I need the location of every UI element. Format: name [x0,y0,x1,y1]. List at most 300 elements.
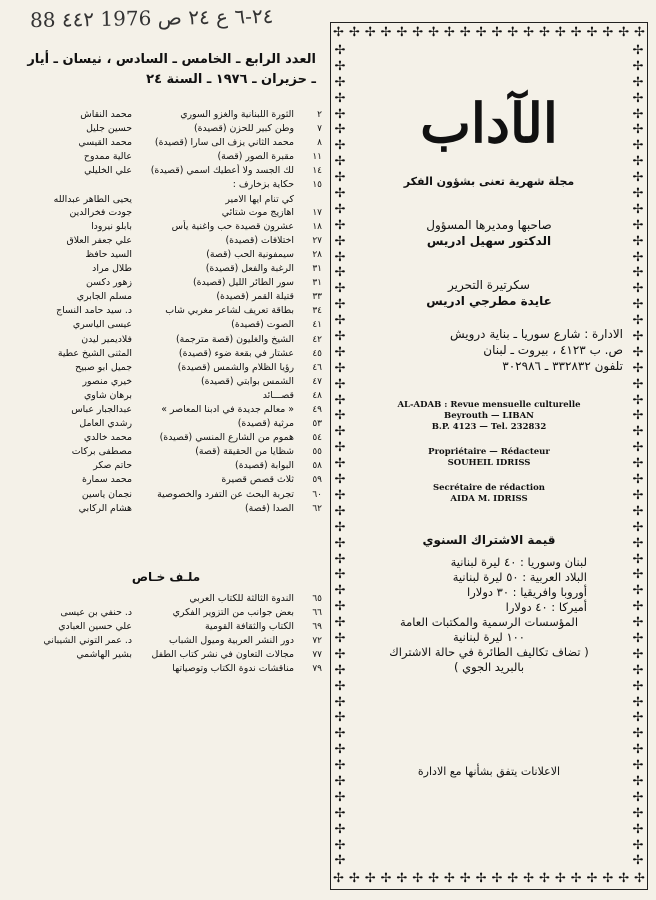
ornament-glyph: ✢ [602,871,614,886]
ads-note: الاعلانات يتفق بشأنها مع الادارة [417,765,561,778]
ornament-glyph: ✢ [475,25,487,40]
toc-author: هشام الركابي [78,502,132,514]
handwritten-note: 88 ٢٤-٦ ع ٢٤ ص 1976 ٤٤٢ [29,3,274,33]
ornament-glyph: ✢ [334,297,346,313]
ornament-glyph: ✢ [412,25,424,40]
ornament-glyph: ✢ [428,871,439,886]
ornament-glyph: ✢ [634,871,645,886]
ornament-glyph: ✢ [334,170,346,186]
ornament-glyph: ✢ [632,58,644,74]
price-line: أميركا : ٤٠ دولارا [505,600,587,614]
price-line: أوروبا وافريقيا : ٣٠ دولارا [467,585,587,599]
toc-title: حكاية بزخارف : [232,179,294,191]
ornament-glyph: ✢ [334,233,346,249]
toc-title: « معالم جديدة في ادبنا المعاصر » [161,403,294,415]
ornament-glyph: ✢ [632,615,644,631]
toc-page: ٥٣ [312,419,322,430]
ornament-glyph: ✢ [507,25,519,40]
ornament-glyph: ✢ [632,567,644,583]
toc-title: الصدا (قصة) [244,502,294,514]
ornament-glyph: ✢ [475,871,487,886]
table-of-contents [10,108,322,516]
toc-title: الشيخ والغليون (قصة مترجمة) [175,333,294,345]
ornament-glyph: ✢ [507,871,519,886]
ornament-glyph: ✢ [632,472,644,488]
address-line: تلفون ٣٣٢٨٣٢ ـ ٣٠٢٩٨٦ [502,359,623,373]
special-file-list [10,592,322,677]
toc-title: البوابة (قصيدة) [235,460,294,472]
toc-title: مرثية (قصيدة) [237,418,294,430]
ornament-glyph: ✢ [632,424,644,440]
special-row [10,662,322,676]
toc-page: ٧ [317,124,322,135]
toc-author: علي جعفر العلاق [66,234,132,246]
french-line: AL-ADAB : Revue mensuelle culturelle [397,400,581,410]
ornament-glyph: ✢ [632,217,644,233]
toc-page: ٣١ [312,278,322,289]
toc-row [10,473,322,487]
toc-row [10,347,322,361]
ornament-glyph: ✢ [334,344,346,360]
ornament-glyph: ✢ [570,25,582,40]
ornament-glyph: ✢ [632,313,644,329]
toc-page: ٥٥ [312,447,322,458]
toc-title: رؤيا الظلام والشمس (قصيدة) [177,361,294,373]
ornament-glyph: ✢ [632,154,644,170]
french-block-owner [351,447,627,469]
tagline: مجلة شهرية تعنى بشؤون الفكر [403,175,575,188]
ornament-glyph: ✢ [364,25,376,40]
ornament-glyph: ✢ [334,329,346,345]
ornament-glyph: ✢ [586,25,598,40]
ornament-glyph: ✢ [632,678,644,694]
ornament-glyph: ✢ [632,106,644,122]
ornament-glyph: ✢ [632,710,644,726]
ornament-glyph: ✢ [632,138,644,154]
toc-page: ١٤ [312,166,322,177]
ornament-glyph: ✢ [632,535,644,551]
toc-page: ٥٤ [312,433,322,444]
toc-title: الصوت (قصيدة) [231,319,294,331]
address-line: الادارة : شارع سوريا ـ بناية درويش [449,327,623,341]
toc-row [10,262,322,276]
ornament-glyph: ✢ [632,233,644,249]
ornament-glyph: ✢ [334,853,346,869]
french-line: Secrétaire de rédaction [433,483,545,493]
toc-page: ٣٣ [312,292,322,303]
toc-title: اختلافات (قصيدة) [225,234,294,246]
ornament-glyph: ✢ [334,217,346,233]
toc-title: بعض جوانب من التزوير الفكري [172,606,294,618]
ornament-glyph: ✢ [334,742,346,758]
ornament-glyph: ✢ [334,313,346,329]
ornament-glyph: ✢ [396,25,408,40]
airmail-note: بالبريد الجوي ) [453,660,525,674]
ornament-glyph: ✢ [334,567,346,583]
toc-title: الشمس بوابتي (قصيدة) [200,375,294,387]
toc-row [10,318,322,332]
ornament-glyph: ✢ [334,758,346,774]
ornament-glyph: ✢ [632,201,644,217]
ornament-glyph: ✢ [334,551,346,567]
toc-row [10,150,322,164]
toc-author: حاتم صكر [93,460,132,472]
ornament-glyph: ✢ [523,871,535,886]
toc-row [10,361,322,375]
toc-author: جودت فخرالدين [69,206,132,218]
special-row [10,606,322,620]
ornament-glyph: ✢ [632,726,644,742]
toc-row [10,333,322,347]
ornament-glyph: ✢ [632,551,644,567]
ornament-glyph: ✢ [632,519,644,535]
ornament-glyph: ✢ [348,871,360,886]
toc-title: مقبرة الصور (قصة) [217,151,294,163]
ornament-glyph: ✢ [396,871,408,886]
toc-author: زهور دكسن [86,277,132,289]
toc-row [10,459,322,473]
ornament-glyph: ✢ [632,821,644,837]
toc-author: عيسى الياسري [72,319,132,331]
special-row [10,592,322,606]
toc-page: ٧٧ [312,650,322,661]
toc-author: برهان شاوي [83,389,132,401]
toc-page: ٢٨ [312,249,322,260]
ornament-glyph: ✢ [632,329,644,345]
toc-row [10,389,322,403]
french-line: SOUHEIL IDRISS [447,458,531,468]
toc-author: بشير الهاشمي [76,649,132,661]
ornament-glyph: ✢ [334,615,346,631]
toc-author: محمد سمارة [82,474,132,486]
toc-author: المثنى الشيخ عطية [57,347,132,359]
toc-page: ١١ [312,152,322,163]
subscription-title: قيمة الاشتراك السنوي [422,533,556,547]
toc-row [10,375,322,389]
issue-header [10,50,322,90]
ornament-glyph: ✢ [632,90,644,106]
ornament-glyph: ✢ [334,630,346,646]
toc-row [10,290,322,304]
ornament-glyph: ✢ [364,871,376,886]
ornament-glyph: ✢ [586,871,598,886]
ornament-glyph: ✢ [554,871,566,886]
toc-title: ثلاث قصص قصيرة [221,474,294,486]
toc-page: ٢٧ [312,235,322,246]
ornament-glyph: ✢ [334,58,346,74]
ornament-glyph: ✢ [632,646,644,662]
ornament-glyph: ✢ [632,662,644,678]
ornament-glyph: ✢ [334,726,346,742]
ornament-glyph: ✢ [334,821,346,837]
ornament-glyph: ✢ [538,25,550,40]
ornament-glyph: ✢ [632,583,644,599]
french-line: Propriétaire — Rédacteur [428,447,550,457]
toc-page: ٦٥ [312,593,322,604]
toc-row [10,220,322,234]
ornament-glyph: ✢ [443,871,455,886]
toc-title: قتيلة القمر (قصيدة) [216,291,294,303]
issue-header-line1: العدد الرابع ـ الخامس ـ السادس ، نيسان ـ أيار [27,52,316,67]
ornament-glyph: ✢ [334,360,346,376]
ornament-glyph: ✢ [334,376,346,392]
toc-title: اهازيج موت شتائي [221,206,294,218]
ornament-glyph: ✢ [334,74,346,90]
ornament-glyph: ✢ [618,25,630,40]
toc-page: ٤٦ [312,362,322,373]
toc-title: وطن كبير للحزن (قصيدة) [193,123,294,135]
owner-role: صاحبها ومديرها المسؤول [426,218,552,232]
ornament-glyph: ✢ [334,186,346,202]
ornament-glyph: ✢ [333,25,344,40]
french-line: Beyrouth — LIBAN [444,411,534,421]
ornament-glyph: ✢ [334,138,346,154]
ornament-glyph: ✢ [443,25,455,40]
toc-title: قصـــائد [262,389,294,401]
toc-page: ٤٨ [312,390,322,401]
ornament-glyph: ✢ [334,535,346,551]
ornament-border-right [629,43,647,869]
ornament-glyph: ✢ [334,789,346,805]
subscription-institutions [351,615,627,675]
magazine-logo: الآداب [420,91,558,155]
ornament-glyph: ✢ [632,344,644,360]
toc-author: السيد حافظ [85,248,132,260]
toc-title: الكتاب والثقافة القومية [205,620,294,632]
institutions-label: المؤسسات الرسمية والمكتبات العامة [399,615,579,629]
address [351,326,627,374]
ornament-glyph: ✢ [334,122,346,138]
toc-row [10,193,322,206]
toc-page: ٤١ [312,320,322,331]
ornament-border-bottom [331,869,647,889]
ornament-glyph: ✢ [538,871,550,886]
toc-row [10,403,322,417]
ornament-glyph: ✢ [334,472,346,488]
toc-row [10,488,322,502]
toc-row [10,164,322,178]
ornament-glyph: ✢ [632,758,644,774]
toc-row [10,178,322,192]
toc-author: عبدالجبار عباس [71,403,132,415]
toc-title: شظايا من الحقيقة (قصة) [195,446,294,458]
ornament-glyph: ✢ [334,106,346,122]
toc-title: عشرون قصيدة حب واغنية يأس [171,220,294,232]
ornament-glyph: ✢ [334,805,346,821]
ornament-glyph: ✢ [632,503,644,519]
ornament-glyph: ✢ [570,871,582,886]
ornament-glyph: ✢ [632,281,644,297]
toc-page: ٦٢ [312,503,322,514]
toc-row [10,304,322,318]
secretary-name: عايدة مطرجي ادريس [426,294,552,308]
ornament-glyph: ✢ [380,871,392,886]
ornament-glyph: ✢ [459,25,471,40]
ornament-glyph: ✢ [554,25,566,40]
ornament-glyph: ✢ [632,376,644,392]
address-line: ص. ب ٤١٢٣ ، بيروت ـ لبنان [483,343,623,357]
toc-title: الرغبة والفعل (قصيدة) [205,263,294,275]
ornament-glyph: ✢ [334,265,346,281]
ornament-glyph: ✢ [632,742,644,758]
ornament-glyph: ✢ [632,74,644,90]
ornament-glyph: ✢ [334,154,346,170]
toc-row [10,122,322,136]
subscription-prices [351,555,627,615]
toc-row [10,108,322,122]
toc-page: ٤٢ [312,334,322,345]
ornament-glyph: ✢ [334,90,346,106]
ornament-glyph: ✢ [334,408,346,424]
toc-author: بابلو نيرودا [91,220,132,232]
contents-column [10,50,322,676]
ornament-glyph: ✢ [632,440,644,456]
toc-author: حسين جليل [86,123,132,135]
ornament-glyph: ✢ [334,599,346,615]
toc-page: ٤٧ [312,376,322,387]
toc-author: مسلم الجابري [76,291,132,303]
ornament-glyph: ✢ [634,25,645,40]
ornament-glyph: ✢ [523,25,535,40]
toc-page: ٦٠ [312,489,322,500]
ornament-glyph: ✢ [334,43,346,58]
toc-title: سيمفونية الحب (قصة) [206,248,294,260]
ornament-glyph: ✢ [334,503,346,519]
toc-title: دور النشر العربية وميول الشباب [169,635,294,646]
toc-page: ٤٩ [312,404,322,415]
ornament-glyph: ✢ [333,871,344,886]
ornament-border-top [331,23,647,43]
special-row [10,620,322,634]
ornament-glyph: ✢ [334,281,346,297]
toc-author: مصطفى بركات [71,446,132,458]
ornament-glyph: ✢ [632,805,644,821]
ornament-glyph: ✢ [632,408,644,424]
toc-page: ٥٩ [312,475,322,486]
toc-row [10,431,322,445]
ornament-glyph: ✢ [334,424,346,440]
ornament-glyph: ✢ [334,440,346,456]
toc-page: ١٧ [312,207,322,218]
ornament-glyph: ✢ [334,201,346,217]
toc-title: هموم من الشارع المنسي (قصيدة) [159,432,294,444]
toc-page: ٥٨ [312,461,322,472]
toc-page: ٧٩ [312,664,322,675]
toc-title: عشتار في بقعة ضوء (قصيدة) [178,347,294,359]
ornament-glyph: ✢ [632,630,644,646]
ornament-glyph: ✢ [334,710,346,726]
toc-title: مناقشات ندوة الكتاب وتوصياتها [172,663,294,675]
ornament-glyph: ✢ [632,297,644,313]
toc-author: طلال مراد [92,263,132,275]
french-line: AIDA M. IDRISS [450,494,528,504]
toc-author: د. عمر التوني الشيباني [43,635,132,646]
toc-row [10,206,322,220]
toc-row [10,417,322,431]
ornament-glyph: ✢ [334,694,346,710]
toc-author: يحيى الطاهر عبدالله [53,193,132,205]
ornament-glyph: ✢ [618,871,630,886]
toc-row [10,234,322,248]
toc-page: ١٥ [312,180,322,191]
toc-author: علي الخليلي [84,165,132,177]
toc-author: محمد النقاش [80,109,132,120]
toc-row [10,248,322,262]
toc-author: رشدي العامل [79,418,132,430]
toc-author: نجمان ياسين [81,488,132,500]
toc-page: ٣١ [312,264,322,275]
toc-author: د. سيد حامد النساج [56,305,132,317]
secretary-role: سكرتيرة التحرير [448,278,530,292]
toc-title: بطاقة تعريف لشاعر مغربي شاب [165,305,294,317]
owner-name: الدكتور سهيل ادريس [426,234,552,248]
ornament-glyph: ✢ [632,837,644,853]
toc-row [10,276,322,290]
ornament-glyph: ✢ [632,360,644,376]
toc-page: ٤٥ [312,348,322,359]
ornament-glyph: ✢ [632,773,644,789]
french-block-publication [351,400,627,433]
toc-author: عالية ممدوح [83,151,132,163]
toc-author: علي حسين العبادي [58,620,132,632]
masthead-box [330,22,648,890]
toc-page: ٨ [317,138,322,149]
ornament-glyph: ✢ [334,583,346,599]
ornament-glyph: ✢ [632,186,644,202]
ornament-glyph: ✢ [602,25,614,40]
ornament-glyph: ✢ [334,519,346,535]
ornament-glyph: ✢ [632,487,644,503]
toc-title: سور الطائر الليل (قصيدة) [192,277,294,289]
ornament-glyph: ✢ [348,25,360,40]
price-line: لبنان وسوريا : ٤٠ ليرة لبنانية [450,555,587,569]
toc-page: ٣٤ [312,306,322,317]
ornament-border-left [331,43,349,869]
toc-row [10,136,322,150]
toc-row [10,445,322,459]
special-row [10,634,322,648]
toc-row [10,502,322,516]
ornament-glyph: ✢ [334,392,346,408]
ornament-glyph: ✢ [632,265,644,281]
institutions-price: ١٠٠ ليرة لبنانية [453,630,525,644]
ornament-glyph: ✢ [334,487,346,503]
toc-title: الندوة الثالثة للكتاب العربي [189,592,294,604]
ornament-glyph: ✢ [632,853,644,869]
airmail-note: ( تضاف تكاليف الطائرة في حالة الاشتراك [389,645,589,659]
toc-page: ٢ [317,110,322,120]
ornament-glyph: ✢ [334,678,346,694]
ornament-glyph: ✢ [632,789,644,805]
ornament-glyph: ✢ [632,456,644,472]
french-line: B.P. 4123 — Tel. 232832 [431,422,547,432]
ornament-glyph: ✢ [491,25,503,40]
french-block-secretary [351,483,627,505]
ornament-glyph: ✢ [632,392,644,408]
ornament-glyph: ✢ [491,871,503,886]
toc-page: ٧٢ [312,636,322,646]
toc-author: محمد خالدي [83,432,132,444]
ornament-glyph: ✢ [632,170,644,186]
toc-title: محمد الثاني يزف الى سارا (قصيدة) [154,137,294,149]
toc-title: مجالات التعاون في نشر كتاب الطفل [151,649,294,661]
ornament-glyph: ✢ [334,249,346,265]
special-file-heading: ملـف خـاص [131,569,201,584]
toc-author: محمد القيسي [78,137,132,149]
toc-title: الثورة اللبنانية والغزو السوري [180,109,294,120]
toc-author: جميل ابو صبيح [75,361,132,373]
ornament-glyph: ✢ [334,837,346,853]
